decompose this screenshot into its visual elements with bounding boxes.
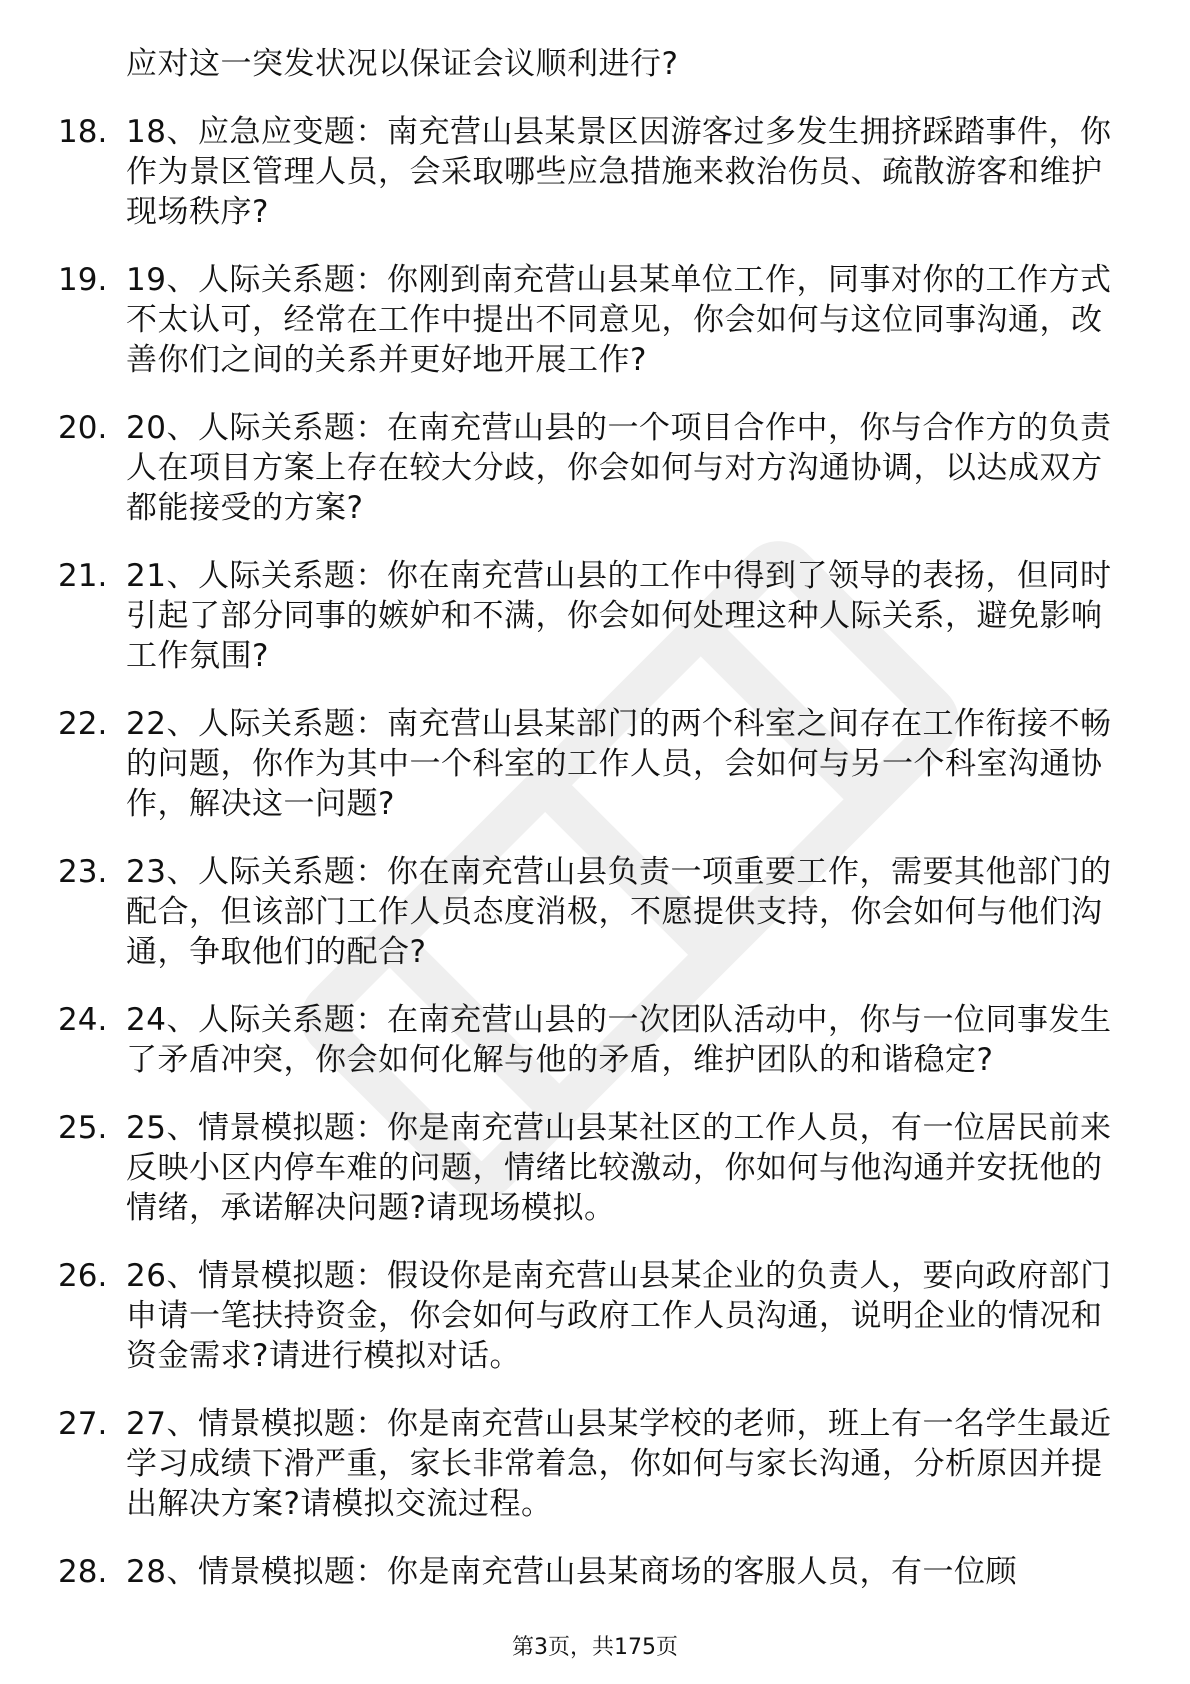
question-number: 24.: [58, 1002, 108, 1038]
question-item: [58, 556, 1118, 676]
question-item: [58, 852, 1118, 972]
question-text: 21、人际关系题：你在南充营山县的工作中得到了领导的表扬，但同时引起了部分同事的嫉妒和不满，你会如何处理这种人际关系，避免影响工作氛围?: [126, 558, 1112, 674]
question-number: 27.: [58, 1406, 108, 1442]
question-text: 27、情景模拟题：你是南充营山县某学校的老师，班上有一名学生最近学习成绩下滑严重，家长非常着急，你如何与家长沟通，分析原因并提出解决方案?请模拟交流过程。: [126, 1406, 1112, 1522]
question-text: 22、人际关系题：南充营山县某部门的两个科室之间存在工作衔接不畅的问题，你作为其中一个科室的工作人员，会如何与另一个科室沟通协作，解决这一问题?: [126, 706, 1112, 822]
question-item: [58, 1552, 1118, 1592]
question-text: 19、人际关系题：你刚到南充营山县某单位工作，同事对你的工作方式不太认可，经常在工作中提出不同意见，你会如何与这位同事沟通，改善你们之间的关系并更好地开展工作?: [126, 262, 1112, 378]
question-item: [58, 408, 1118, 528]
question-item: [58, 260, 1118, 380]
question-text: 20、人际关系题：在南充营山县的一个项目合作中，你与合作方的负责人在项目方案上存在较大分歧，你会如何与对方沟通协调，以达成双方都能接受的方案?: [126, 410, 1112, 526]
question-number: 23.: [58, 854, 108, 890]
question-number: 28.: [58, 1554, 108, 1590]
document-body: [58, 44, 1118, 1592]
question-text: 25、情景模拟题：你是南充营山县某社区的工作人员，有一位居民前来反映小区内停车难的问题，情绪比较激动，你如何与他沟通并安抚他的情绪，承诺解决问题?请现场模拟。: [126, 1110, 1112, 1226]
question-text: 26、情景模拟题：假设你是南充营山县某企业的负责人，要向政府部门申请一笔扶持资金，你会如何与政府工作人员沟通，说明企业的情况和资金需求?请进行模拟对话。: [126, 1258, 1112, 1374]
question-item: [58, 1256, 1118, 1376]
question-item: [58, 1000, 1118, 1080]
question-number: 20.: [58, 410, 108, 446]
question-text: 24、人际关系题：在南充营山县的一次团队活动中，你与一位同事发生了矛盾冲突，你会如何化解与他的矛盾，维护团队的和谐稳定?: [126, 1002, 1112, 1078]
question-item: [58, 112, 1118, 232]
question-number: 19.: [58, 262, 108, 298]
question-item: [58, 1108, 1118, 1228]
question-number: 26.: [58, 1258, 108, 1294]
page-footer: 第3页，共175页: [512, 1635, 678, 1660]
question-item: [58, 1404, 1118, 1524]
question-text: 28、情景模拟题：你是南充营山县某商场的客服人员，有一位顾: [126, 1554, 1017, 1590]
question-text: 23、人际关系题：你在南充营山县负责一项重要工作，需要其他部门的配合，但该部门工作人员态度消极，不愿提供支持，你会如何与他们沟通，争取他们的配合?: [126, 854, 1112, 970]
question-number: 22.: [58, 706, 108, 742]
question-text: 18、应急应变题：南充营山县某景区因游客过多发生拥挤踩踏事件，你作为景区管理人员，会采取哪些应急措施来救治伤员、疏散游客和维护现场秩序?: [126, 114, 1112, 230]
question-number: 18.: [58, 114, 108, 150]
question-number: 25.: [58, 1110, 108, 1146]
continuation-text: 应对这一突发状况以保证会议顺利进行?: [126, 46, 679, 82]
question-number: 21.: [58, 558, 108, 594]
question-item: [58, 704, 1118, 824]
